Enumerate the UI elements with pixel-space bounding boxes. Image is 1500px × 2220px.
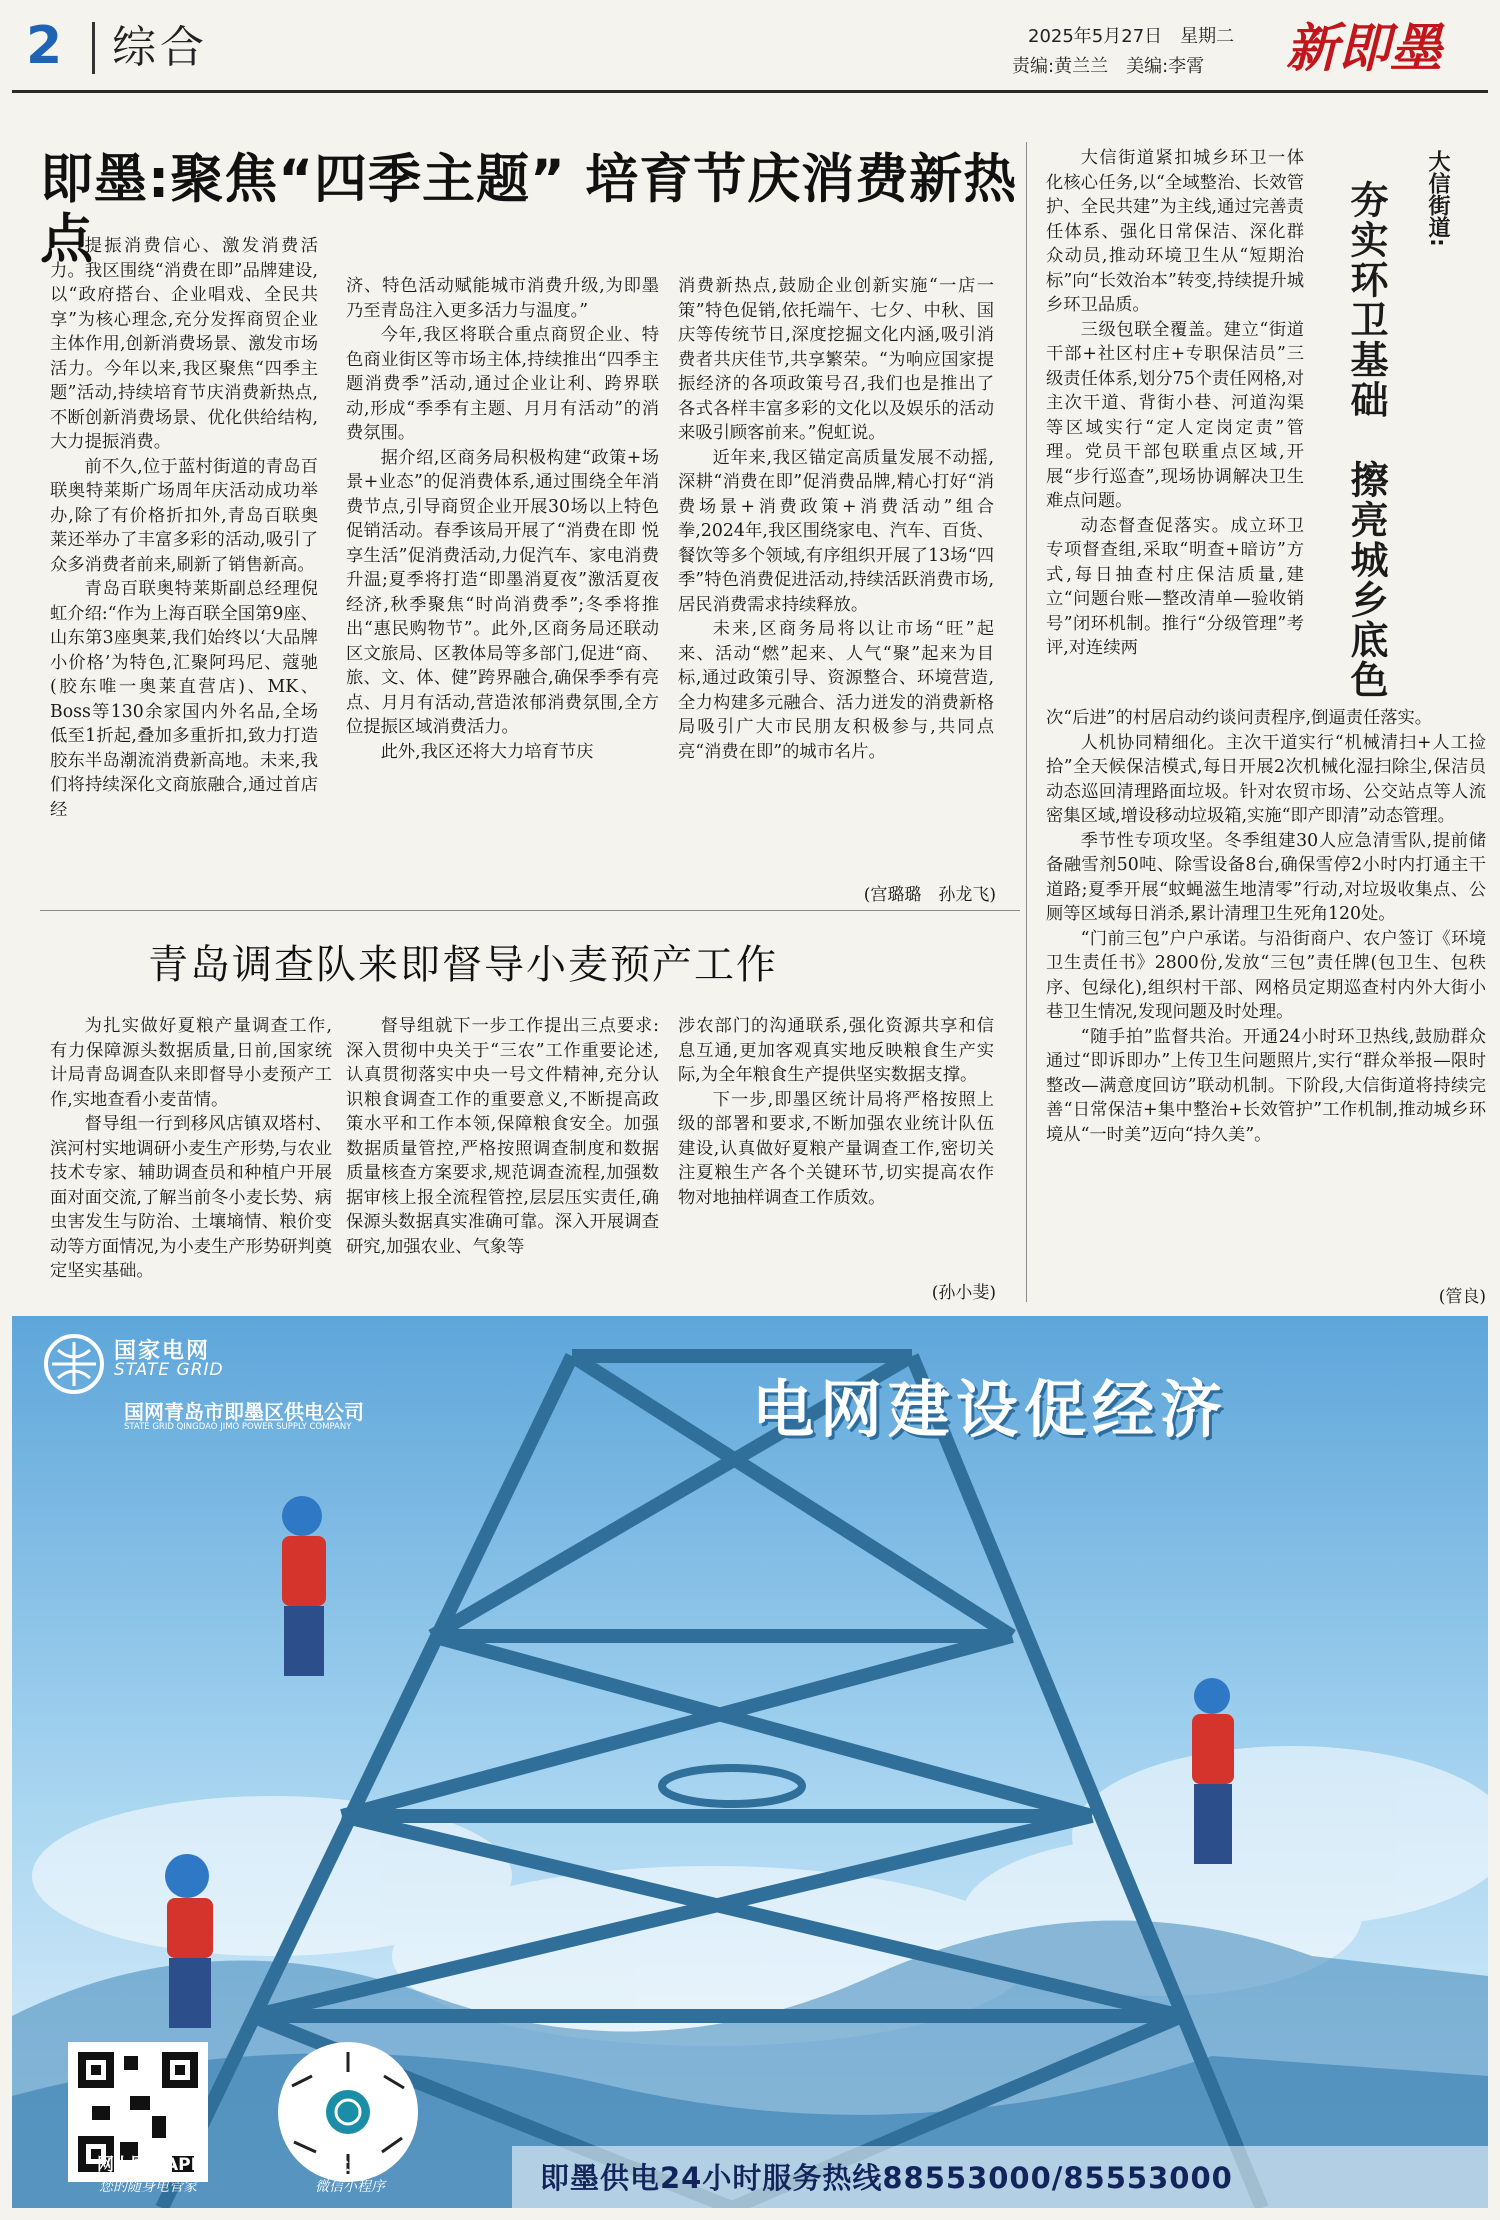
paragraph: 青岛百联奥特莱斯副总经理倪虹介绍:“作为上海百联全国第9座、山东第3座奥莱,我们始终以‘大品牌小价格’为特色,汇聚阿玛尼、蔻驰(胶东唯一奥莱直营店)、MK、Boss等130余家国内外名品,全场低至1折起,叠加多重折扣,致力打造胶东半岛潮流消费新高地。未来,我们将持续深化文商旅融合,通过首店经 [50, 579, 318, 820]
paragraph: 涉农部门的沟通联系,强化资源共享和信息互通,更加客观真实地反映粮食生产实际,为全年粮食生产提供坚实数据支撑。 [678, 1016, 994, 1085]
paragraph: “随手拍”监督共治。开通24小时环卫热线,鼓励群众通过“即诉即办”上传卫生问题照片,实行“群众举报—限时整改—满意度回访”联动机制。下阶段,大信街道将持续完善“日常保洁+集中整治+长效管护”工作机制,推动城乡环境从“一时美”迈向“持久美”。 [1046, 1026, 1486, 1145]
lineman-figure-1 [282, 1496, 326, 1676]
newspaper-logo [1282, 10, 1482, 82]
ad-slogan: 电网建设促经济 [752, 1373, 1229, 1446]
issue-date: 2025年5月27日 星期二 [1028, 26, 1235, 47]
paragraph: 动态督查促落实。成立环卫专项督查组,采取“明查+暗访”方式,每日抽查村庄保洁质量,建立“问题台账—整改清单—验收销号”闭环机制。推行“分级管理”考评,对连续两 [1046, 515, 1304, 658]
lineman-figure-3 [165, 1854, 213, 2028]
paragraph: 三级包联全覆盖。建立“街道干部+社区村庄+专职保洁员”三级责任体系,划分75个责任网格,对主次干道、背街小巷、河道沟渠等区域实行“定人定岗定责”管理。党员干部包联重点区域,开展“步行巡查”,现场协调解决卫生难点问题。 [1046, 319, 1304, 511]
article3-wide-column [1046, 706, 1486, 1147]
paragraph: 人机协同精细化。主次干道实行“机械清扫+人工捡拾”全天候保洁模式,每日开展2次机械化湿扫除尘,保洁员动态巡回清理路面垃圾。针对农贸市场、公交站点等人流密集区域,增设移动垃圾箱,实施“即产即清”动态管理。 [1046, 732, 1486, 826]
section-name: 综合 [112, 22, 208, 73]
article1-headline: 即墨:聚焦“四季主题” 培育节庆消费新热点 [40, 149, 1018, 270]
newspaper-logo-text: 新即墨 [1286, 18, 1443, 79]
paragraph: 下一步,即墨区统计局将严格按照上级的部署和要求,不断加强农业统计队伍建设,认真做好夏粮产量调查工作,密切关注夏粮生产各个关键环节,切实提高农作物对地抽样调查工作质效。 [678, 1089, 994, 1208]
paragraph: 为扎实做好夏粮产量调查工作,有力保障源头数据质量,日前,国家统计局青岛调查队来即督导小麦预产工作,实地查看小麦苗情。 [50, 1016, 332, 1110]
article2-column-3 [678, 1014, 994, 1210]
paragraph: 今年,我区将联合重点商贸企业、特色商业街区等市场主体,持续推出“四季主题消费季”活动,通过企业让利、跨界联动,形成“季季有主题、月月有活动”的消费氛围。 [346, 325, 659, 443]
article3-byline: (管良) [1438, 1287, 1486, 1307]
page-number: 2 [26, 16, 63, 76]
qr-app-label: 网上国网APP [96, 2155, 204, 2175]
paragraph: 督导组一行到移风店镇双塔村、滨河村实地调研小麦生产形势,与农业技术专家、辅助调查员和种植户开展面对面交流,了解当前冬小麦长势、病虫害发生与防治、土壤墒情、粮价变动等方面情况,为小麦生产形势研判奠定坚实基础。 [50, 1114, 332, 1281]
paragraph: 据介绍,区商务局积极构建“政策+场景+业态”的促消费体系,通过围绕全年消费节点,引导商贸企业开展30场以上特色促销活动。春季该局开展了“消费在即 悦享生活”促消费活动,力促汽车、家电消费升温;夏季将打造“即墨消夏夜”激活夏夜经济,秋季聚焦“时尚消费季”;冬季将推出“惠民购物节”。此外,区商务局还联动区文旅局、区教体局等多部门,促进“商、旅、文、体、健”跨界融合,确保季季有亮点、月月有活动,营造浓郁消费氛围,全方位提振区域消费活力。 [346, 447, 659, 737]
column-divider [1026, 142, 1027, 1302]
article1-column-1 [50, 234, 318, 822]
article3-title: 夯实环卫基础 擦亮城乡底色 [1344, 180, 1388, 700]
paragraph: “门前三包”户户承诺。与沿街商户、农户签订《环境卫生责任书》2800份,发放“三包”责任牌(包卫生、包秩序、包绿化),组织村干部、网格员定期巡查村内外大街小巷卫生情况,发现问题及时处理。 [1046, 928, 1486, 1022]
ad-company-en: STATE GRID QINGDAO JIMO POWER SUPPLY COMPANY [124, 1422, 352, 1432]
paragraph: 督导组就下一步工作提出三点要求:深入贯彻中央关于“三农”工作重要论述,认真贯彻落实中央一号文件精神,充分认识粮食调查工作的重要意义,不断提高政策水平和工作本领,保障粮食安全。加强数据质量管控,严格按照调查制度和数据质量核查方案要求,规范调查流程,加强数据审核上报全流程管控,层层压实责任,确保源头数据真实准确可靠。深入开展调查研究,加强农业、气象等 [346, 1016, 659, 1257]
article2-column-2 [346, 1014, 659, 1259]
editors-line: 责编:黄兰兰 美编:李霄 [1012, 56, 1205, 77]
paragraph: 次“后进”的村居启动约谈问责程序,倒逼责任落实。 [1046, 708, 1433, 728]
paragraph: 提振消费信心、激发消费活力。我区围绕“消费在即”品牌建设,以“政府搭台、企业唱戏、全民共享”为核心理念,充分发挥商贸企业主体作用,创新消费场景、激发市场活力。今年以来,我区聚焦“四季主题”活动,持续培育节庆消费新热点,不断创新消费场景、优化供给结构,大力提振消费。 [50, 236, 318, 452]
qr-miniprogram-label: 网上国网 [316, 2155, 384, 2175]
masthead-divider [92, 22, 95, 74]
paragraph: 大信街道紧扣城乡环卫一体化核心任务,以“全域整治、长效管护、全民共建”为主线,通过完善责任体系、强化日常保洁、深化群众动员,推动环境卫生从“短期治标”向“长效治本”转变,持续提升城乡环卫品质。 [1046, 148, 1304, 315]
article3-narrow-column [1046, 146, 1304, 661]
ad-brand-cn: 国家电网 [114, 1339, 211, 1364]
paragraph: 此外,我区还将大力培育节庆 [380, 741, 594, 762]
paragraph: 近年来,我区锚定高质量发展不动摇,深耕“消费在即”促消费品牌,精心打好“消费场景+消费政策+消费活动”组合拳,2024年,我区围绕家电、汽车、百货、餐饮等多个领域,有序组织开展了13场“四季”特色消费促进活动,持续活跃消费市场,居民消费需求持续释放。 [678, 447, 994, 615]
article-divider [40, 910, 1020, 911]
article1-column-3 [678, 274, 994, 764]
article1-column-2 [346, 274, 659, 764]
ad-hotline: 即墨供电24小时服务热线88553000/85553000 [540, 2161, 1233, 2195]
paragraph: 济、特色活动赋能城市消费升级,为即墨乃至青岛注入更多活力与温度。” [346, 276, 659, 321]
paragraph: 季节性专项攻坚。冬季组建30人应急清雪队,提前储备融雪剂50吨、除雪设备8台,确保雪停2小时内打通主干道路;夏季开展“蚊蝇滋生地清零”行动,对垃圾收集点、公厕等区域每日消杀,累计清理卫生死角120处。 [1046, 830, 1486, 924]
paragraph: 前不久,位于蓝村街道的青岛百联奥特莱斯广场周年庆活动成功举办,除了有价格折扣外,青岛百联奥莱还举办了丰富多彩的活动,吸引了众多消费者前来,刷新了销售新高。 [50, 456, 318, 575]
qr-miniprogram-caption: 微信小程序 [315, 2179, 385, 2195]
ad-company-cn: 国网青岛市即墨区供电公司 [124, 1400, 364, 1424]
masthead-rule [12, 90, 1488, 93]
ad-brand-en: STATE GRID [114, 1360, 224, 1380]
paragraph: 未来,区商务局将以让市场“旺”起来、活动“燃”起来、人气“聚”起来为目标,通过政策引导、资源整合、环境营造,全力构建多元融合、活力迸发的消费新格局吸引广大市民朋友积极参与,共同点亮“消费在即”的城市名片。 [678, 619, 994, 762]
article2-headline: 青岛调查队来即督导小麦预产工作 [148, 942, 778, 988]
article2-column-1 [50, 1014, 332, 1284]
article2-byline: (孙小斐) [931, 1283, 996, 1303]
qr-app-caption: 您的随身电管家 [99, 2179, 197, 2195]
paragraph: 消费新热点,鼓励企业创新实施“一店一策”特色促销,依托端午、七夕、中秋、国庆等传统节日,深度挖掘文化内涵,吸引消费者共庆佳节,共享繁荣。“为响应国家提振经济的各项政策号召,我们也是推出了各式各样丰富多彩的文化以及娱乐的活动来吸引顾客前来。”倪虹说。 [678, 276, 994, 443]
article3-kicker: 大信街道: [1425, 150, 1450, 247]
article1-byline: (宫璐璐 孙龙飞) [863, 885, 996, 905]
state-grid-advertisement [12, 1316, 1488, 2208]
